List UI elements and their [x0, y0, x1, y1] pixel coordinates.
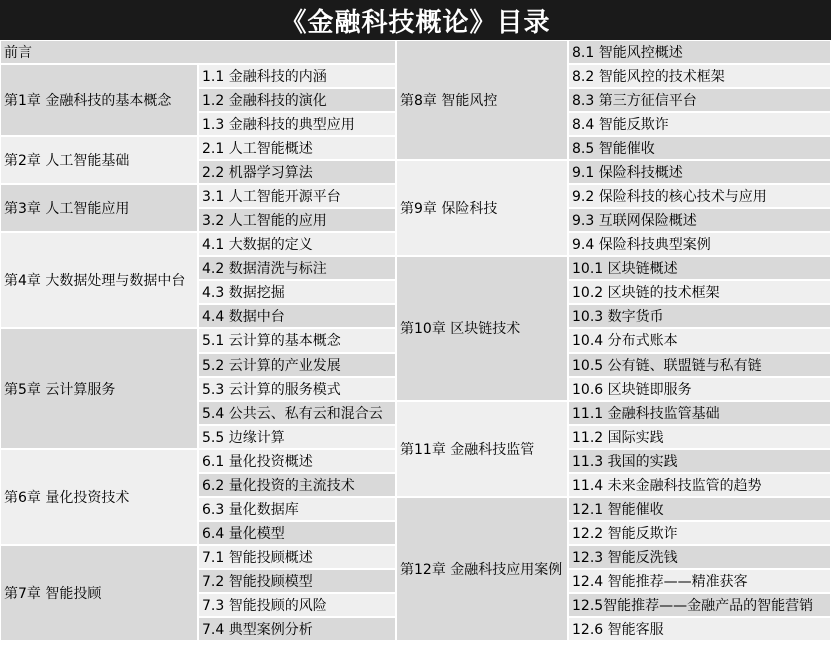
chapter-label: 第6章 量化投资技术: [0, 449, 198, 545]
section-item: 8.2 智能风控的技术框架: [568, 64, 831, 88]
section-item: 7.4 典型案例分析: [198, 617, 396, 641]
chapter-label: 第7章 智能投顾: [0, 545, 198, 641]
section-item: 11.1 金融科技监管基础: [568, 401, 831, 425]
section-item: 6.2 量化投资的主流技术: [198, 473, 396, 497]
section-item: 7.3 智能投顾的风险: [198, 593, 396, 617]
section-item: 3.1 人工智能开源平台: [198, 184, 396, 208]
section-item: 5.4 公共云、私有云和混合云: [198, 401, 396, 425]
chapter-label: 第8章 智能风控: [396, 40, 568, 160]
section-item: 9.1 保险科技概述: [568, 160, 831, 184]
chapter-label: 第4章 大数据处理与数据中台: [0, 232, 198, 328]
section-item: 11.2 国际实践: [568, 425, 831, 449]
section-item: 8.3 第三方征信平台: [568, 88, 831, 112]
section-item: 12.6 智能客服: [568, 617, 831, 641]
section-item: 7.2 智能投顾模型: [198, 569, 396, 593]
section-item: 11.3 我国的实践: [568, 449, 831, 473]
section-item: 5.5 边缘计算: [198, 425, 396, 449]
section-item: 8.5 智能催收: [568, 136, 831, 160]
section-item: 4.1 大数据的定义: [198, 232, 396, 256]
section-item: 1.1 金融科技的内涵: [198, 64, 396, 88]
section-item: 12.1 智能催收: [568, 497, 831, 521]
section-item: 6.1 量化投资概述: [198, 449, 396, 473]
section-item: 5.3 云计算的服务模式: [198, 377, 396, 401]
section-item: 5.1 云计算的基本概念: [198, 328, 396, 352]
section-item: 4.3 数据挖掘: [198, 280, 396, 304]
section-item: 1.2 金融科技的演化: [198, 88, 396, 112]
section-item: 12.4 智能推荐——精准获客: [568, 569, 831, 593]
section-item: 4.2 数据清洗与标注: [198, 256, 396, 280]
section-item: 9.3 互联网保险概述: [568, 208, 831, 232]
section-item: 10.4 分布式账本: [568, 328, 831, 352]
section-item: 12.5智能推荐——金融产品的智能营销: [568, 593, 831, 617]
chapter-label: 第5章 云计算服务: [0, 328, 198, 448]
chapter-label: 第3章 人工智能应用: [0, 184, 198, 232]
section-item: 10.5 公有链、联盟链与私有链: [568, 353, 831, 377]
chapter-label: 第9章 保险科技: [396, 160, 568, 256]
section-item: 1.3 金融科技的典型应用: [198, 112, 396, 136]
section-item: 8.4 智能反欺诈: [568, 112, 831, 136]
section-item: 12.3 智能反洗钱: [568, 545, 831, 569]
chapter-label: 第2章 人工智能基础: [0, 136, 198, 184]
section-item: 10.2 区块链的技术框架: [568, 280, 831, 304]
section-item: 11.4 未来金融科技监管的趋势: [568, 473, 831, 497]
page-title: 《金融科技概论》目录: [0, 0, 831, 40]
section-item: 12.2 智能反欺诈: [568, 521, 831, 545]
section-item: 5.2 云计算的产业发展: [198, 353, 396, 377]
section-item: 10.6 区块链即服务: [568, 377, 831, 401]
section-item: 9.2 保险科技的核心技术与应用: [568, 184, 831, 208]
chapter-label: 第10章 区块链技术: [396, 256, 568, 400]
chapter-label: 第1章 金融科技的基本概念: [0, 64, 198, 136]
section-item: 10.1 区块链概述: [568, 256, 831, 280]
section-item: 3.2 人工智能的应用: [198, 208, 396, 232]
section-item: 2.1 人工智能概述: [198, 136, 396, 160]
chapter-label: 第11章 金融科技监管: [396, 401, 568, 497]
section-item: 9.4 保险科技典型案例: [568, 232, 831, 256]
section-item: 6.3 量化数据库: [198, 497, 396, 521]
section-item: 10.3 数字货币: [568, 304, 831, 328]
section-item: 4.4 数据中台: [198, 304, 396, 328]
preface-cell: 前言: [0, 40, 396, 64]
section-item: 7.1 智能投顾概述: [198, 545, 396, 569]
section-item: 2.2 机器学习算法: [198, 160, 396, 184]
section-item: 6.4 量化模型: [198, 521, 396, 545]
section-item: 8.1 智能风控概述: [568, 40, 831, 64]
chapter-label: 第12章 金融科技应用案例: [396, 497, 568, 641]
